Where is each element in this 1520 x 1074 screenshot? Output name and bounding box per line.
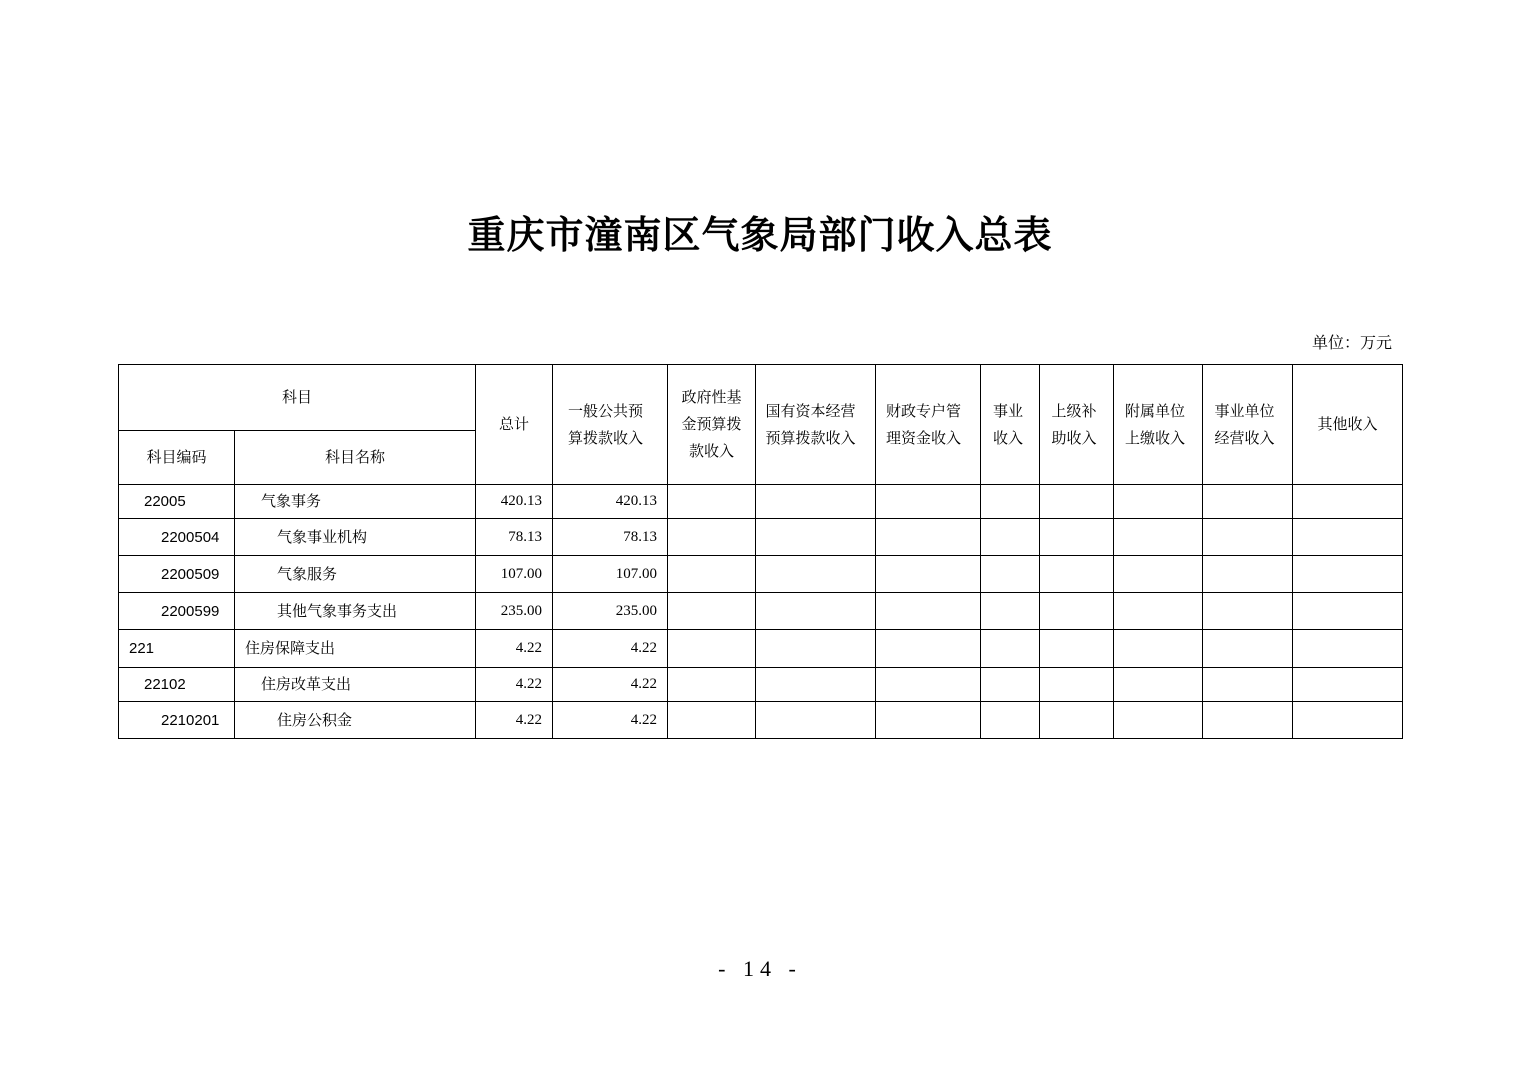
- subject-code-cell: 22005: [119, 485, 235, 519]
- page-number: - 14 -: [718, 956, 802, 981]
- header-fiscal-special: [876, 365, 981, 485]
- empty-cell: [981, 593, 1040, 630]
- table-row: [119, 556, 1403, 593]
- subject-code-cell: 2200504: [119, 519, 235, 556]
- empty-cell: [1203, 630, 1293, 668]
- table-row: [119, 593, 1403, 630]
- total-cell: 4.22: [476, 702, 553, 739]
- table-row: [119, 485, 1403, 519]
- general-budget-cell: 4.22: [553, 668, 668, 702]
- empty-cell: [668, 556, 756, 593]
- subject-code-cell: 2200599: [119, 593, 235, 630]
- total-cell: 78.13: [476, 519, 553, 556]
- empty-cell: [876, 593, 981, 630]
- empty-cell: [1203, 668, 1293, 702]
- unit-note: 单位：万元: [1311, 333, 1392, 352]
- total-cell: 235.00: [476, 593, 553, 630]
- empty-cell: [981, 702, 1040, 739]
- empty-cell: [1293, 485, 1403, 519]
- empty-cell: [1114, 485, 1203, 519]
- empty-cell: [1040, 556, 1114, 593]
- empty-cell: [1203, 593, 1293, 630]
- table-row: [119, 630, 1403, 668]
- empty-cell: [981, 630, 1040, 668]
- table-row: [119, 702, 1403, 739]
- empty-cell: [668, 668, 756, 702]
- total-cell: 4.22: [476, 630, 553, 668]
- income-summary-table: [118, 364, 1403, 739]
- header-general-budget-label: 一般公共预算拨款收入: [568, 401, 644, 447]
- total-cell: 4.22: [476, 668, 553, 702]
- header-subject-code: 科目编码: [119, 431, 235, 485]
- subject-name-cell: 气象事业机构: [235, 519, 476, 556]
- empty-cell: [981, 668, 1040, 702]
- empty-cell: [1114, 556, 1203, 593]
- empty-cell: [756, 702, 876, 739]
- header-gov-fund: [668, 365, 756, 485]
- subject-name-cell: 住房保障支出: [235, 630, 476, 668]
- empty-cell: [876, 556, 981, 593]
- header-upper-subsidy: [1040, 365, 1114, 485]
- empty-cell: [1293, 668, 1403, 702]
- subject-name-cell: 住房公积金: [235, 702, 476, 739]
- empty-cell: [1040, 702, 1114, 739]
- empty-cell: [1293, 630, 1403, 668]
- header-upper-subsidy-label: 上级补助收入: [1051, 401, 1097, 447]
- subject-code-cell: 221: [119, 630, 235, 668]
- empty-cell: [1203, 702, 1293, 739]
- header-row-1: [119, 365, 1403, 431]
- empty-cell: [1040, 630, 1114, 668]
- general-budget-cell: 4.22: [553, 702, 668, 739]
- header-other: 其他收入: [1293, 365, 1403, 485]
- empty-cell: [1040, 519, 1114, 556]
- header-subject: 科目: [119, 365, 476, 431]
- header-state-capital-label: 国有资本经营预算拨款收入: [765, 401, 856, 447]
- subject-name-cell: 气象服务: [235, 556, 476, 593]
- empty-cell: [756, 556, 876, 593]
- empty-cell: [1293, 519, 1403, 556]
- empty-cell: [668, 702, 756, 739]
- header-total: 总计: [476, 365, 553, 485]
- header-gov-fund-label: 政府性基金预算拨款收入: [681, 388, 742, 460]
- table-row: [119, 668, 1403, 702]
- empty-cell: [1114, 630, 1203, 668]
- subject-name-cell: 其他气象事务支出: [235, 593, 476, 630]
- header-subject-name: 科目名称: [235, 431, 476, 485]
- empty-cell: [1114, 702, 1203, 739]
- empty-cell: [876, 668, 981, 702]
- empty-cell: [876, 702, 981, 739]
- empty-cell: [1293, 593, 1403, 630]
- empty-cell: [1293, 556, 1403, 593]
- header-business-label: 事业收入: [993, 401, 1024, 447]
- table-row: [119, 519, 1403, 556]
- empty-cell: [756, 630, 876, 668]
- header-business-operation-label: 事业单位经营收入: [1214, 401, 1275, 447]
- header-business-operation: [1203, 365, 1293, 485]
- empty-cell: [1203, 519, 1293, 556]
- empty-cell: [1203, 556, 1293, 593]
- header-affiliated: [1114, 365, 1203, 485]
- empty-cell: [756, 593, 876, 630]
- empty-cell: [668, 630, 756, 668]
- empty-cell: [668, 519, 756, 556]
- empty-cell: [981, 519, 1040, 556]
- header-general-budget: [553, 365, 668, 485]
- empty-cell: [1293, 702, 1403, 739]
- empty-cell: [1114, 519, 1203, 556]
- empty-cell: [668, 593, 756, 630]
- general-budget-cell: 78.13: [553, 519, 668, 556]
- total-cell: 107.00: [476, 556, 553, 593]
- subject-name-cell: 住房改革支出: [235, 668, 476, 702]
- subject-code-cell: 22102: [119, 668, 235, 702]
- general-budget-cell: 420.13: [553, 485, 668, 519]
- subject-code-cell: 2210201: [119, 702, 235, 739]
- empty-cell: [756, 519, 876, 556]
- empty-cell: [1040, 668, 1114, 702]
- empty-cell: [668, 485, 756, 519]
- empty-cell: [1114, 668, 1203, 702]
- empty-cell: [876, 630, 981, 668]
- header-affiliated-label: 附属单位上缴收入: [1125, 401, 1186, 447]
- empty-cell: [756, 668, 876, 702]
- document-title: 重庆市潼南区气象局部门收入总表: [467, 213, 1053, 257]
- empty-cell: [1040, 593, 1114, 630]
- total-cell: 420.13: [476, 485, 553, 519]
- header-business: [981, 365, 1040, 485]
- general-budget-cell: 235.00: [553, 593, 668, 630]
- header-state-capital: [756, 365, 876, 485]
- empty-cell: [1040, 485, 1114, 519]
- subject-code-cell: 2200509: [119, 556, 235, 593]
- header-fiscal-special-label: 财政专户管理资金收入: [886, 401, 962, 447]
- empty-cell: [981, 485, 1040, 519]
- general-budget-cell: 107.00: [553, 556, 668, 593]
- subject-name-cell: 气象事务: [235, 485, 476, 519]
- empty-cell: [1114, 593, 1203, 630]
- empty-cell: [876, 519, 981, 556]
- empty-cell: [981, 556, 1040, 593]
- general-budget-cell: 4.22: [553, 630, 668, 668]
- empty-cell: [1203, 485, 1293, 519]
- empty-cell: [756, 485, 876, 519]
- empty-cell: [876, 485, 981, 519]
